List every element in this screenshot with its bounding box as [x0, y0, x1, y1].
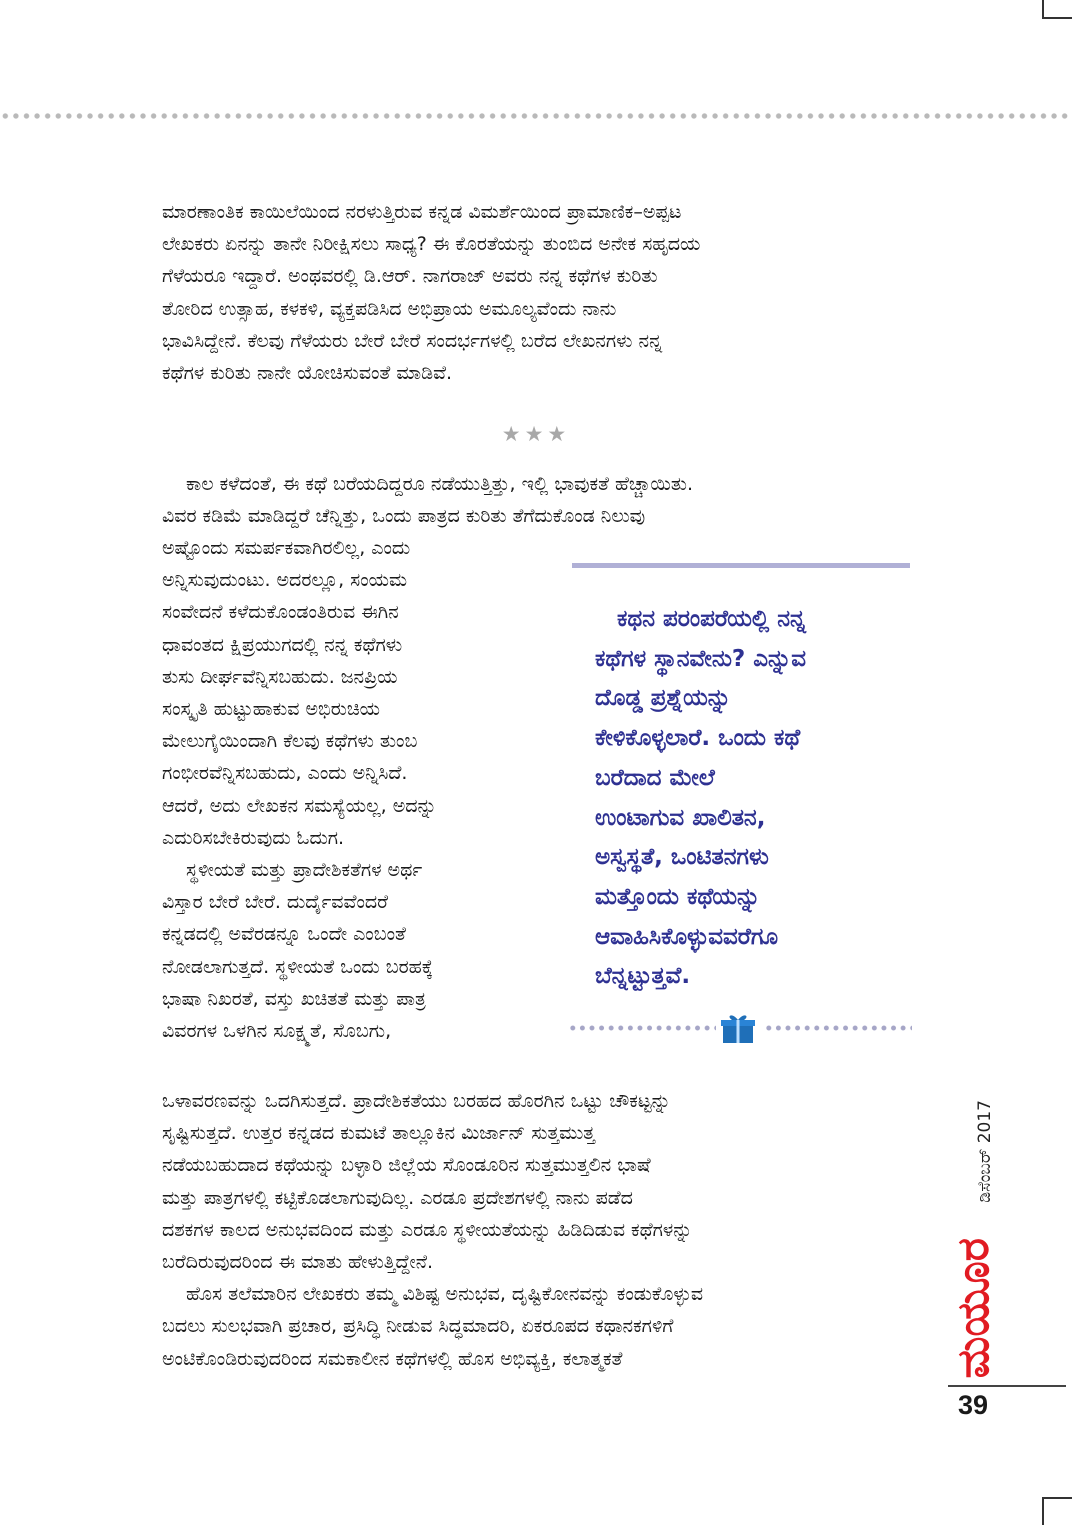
page-number: 39 — [958, 1390, 989, 1420]
text-line: ಭಾಷಾ ನಿಖರತೆ, ವಸ್ತು ಖಚಿತತೆ ಮತ್ತು ಪಾತ್ರ — [162, 987, 426, 1010]
text-line: ಸಂವೇದನೆ ಕಳೆದುಕೊಂಡಂತಿರುವ ಈಗಿನ — [162, 601, 399, 624]
section-separator-stars: ★★★ — [501, 422, 571, 446]
pullquote-line: ದೊಡ್ಡ ಪ್ರಶ್ನೆಯನ್ನು — [595, 685, 731, 712]
text-line: ಲೇಖಕರು ಏನನ್ನು ತಾನೇ ನಿರೀಕ್ಷಿಸಲು ಸಾಧ್ಯ? ಈ ಕೊರತೆಯನ್ನು ತುಂಬಿದ ಅನೇಕ ಸಹೃದಯ — [162, 233, 701, 256]
text-line: ಕಥೆಗಳ ಕುರಿತು ನಾನೇ ಯೋಚಿಸುವಂತೆ ಮಾಡಿವೆ. — [162, 362, 453, 385]
header-dot-rule — [0, 112, 1072, 120]
text-line: ತುಸು ದೀರ್ಘವೆನ್ನಿಸಬಹುದು. ಜನಪ್ರಿಯ — [162, 665, 398, 688]
paragraph-1 — [162, 196, 700, 389]
text-line: ದಶಕಗಳ ಕಾಲದ ಅನುಭವದಿಂದ ಮತ್ತು ಎರಡೂ ಸ್ಥಳೀಯತೆಯನ್ನು ಹಿಡಿದಿಡುವ ಕಥೆಗಳನ್ನು — [162, 1218, 693, 1241]
text-line: ಸಂಸ್ಕೃತಿ ಹುಟ್ಟುಹಾಕುವ ಅಭಿರುಚಿಯ — [162, 698, 380, 721]
paragraph-2 — [162, 468, 693, 532]
pullquote-line: ಕೇಳಿಕೊಳ್ಳಲಾರೆ. ಒಂದು ಕಥೆ — [595, 725, 801, 752]
pullquote — [595, 600, 915, 997]
text-line: ಹೊಸ ತಲೆಮಾರಿನ ಲೇಖಕರು ತಮ್ಮ ವಿಶಿಷ್ಟ ಅನುಭವ, ದೃಷ್ಟಿಕೋನವನ್ನು ಕಂಡುಕೊಳ್ಳುವ — [186, 1283, 704, 1306]
text-line: ಎದುರಿಸಬೇಕಿರುವುದು ಓದುಗ. — [162, 826, 345, 849]
pullquote-dot-rule-right — [764, 1024, 912, 1032]
text-line: ಒಳಾವರಣವನ್ನು ಒದಗಿಸುತ್ತದೆ. ಪ್ರಾದೇಶಿಕತೆಯು ಬರಹದ ಹೊರಗಿನ ಒಟ್ಟು ಚೌಕಟ್ಟನ್ನು — [162, 1090, 671, 1112]
folio-rule — [948, 1385, 1066, 1387]
text-line: ಅನ್ನಿಸುವುದುಂಟು. ಅದರಲ್ಲೂ, ಸಂಯಮ — [162, 569, 408, 592]
crop-mark-bottom-right-h — [1042, 1497, 1072, 1499]
text-line: ಮತ್ತು ಪಾತ್ರಗಳಲ್ಲಿ ಕಟ್ಟಿಕೊಡಲಾಗುವುದಿಲ್ಲ. ಎರಡೂ ಪ್ರದೇಶಗಳಲ್ಲಿ ನಾನು ಪಡೆದ — [162, 1186, 633, 1209]
text-line: ಅಷ್ಟೊಂದು ಸಮರ್ಪಕವಾಗಿರಲಿಲ್ಲ, ಎಂದು — [162, 537, 411, 559]
pullquote-line: ಉಂಟಾಗುವ ಖಾಲಿತನ, — [595, 804, 766, 831]
text-line: ಧಾವಂತದ ಕ್ಷಿಪ್ರಯುಗದಲ್ಲಿ ನನ್ನ ಕಥೆಗಳು — [162, 633, 403, 656]
crop-mark-bottom-right-v — [1042, 1497, 1044, 1525]
pullquote-line: ಅಸ್ವಸ್ಥತೆ, ಒಂಟಿತನಗಳು — [595, 844, 769, 871]
pullquote-dot-rule-left — [568, 1024, 716, 1032]
pullquote-line: ಮತ್ತೊಂದು ಕಥೆಯನ್ನು — [595, 883, 761, 910]
crop-mark-top-right-v — [1042, 0, 1044, 18]
pullquote-top-rule — [572, 563, 910, 568]
text-line: ಬರೆದಿರುವುದರಿಂದ ಈ ಮಾತು ಹೇಳುತ್ತಿದ್ದೇನೆ. — [162, 1251, 434, 1274]
text-line: ತೋರಿದ ಉತ್ಸಾಹ, ಕಳಕಳಿ, ವ್ಯಕ್ತಪಡಿಸಿದ ಅಭಿಪ್ರಾಯ ಅಮೂಲ್ಯವೆಂದು ನಾನು — [162, 297, 617, 320]
pullquote-line: ಬೆನ್ನಟ್ಟುತ್ತವೆ. — [595, 963, 691, 990]
text-line: ಬದಲು ಸುಲಭವಾಗಿ ಪ್ರಚಾರ, ಪ್ರಸಿದ್ಧಿ ನೀಡುವ ಸಿದ್ಧಮಾದರಿ, ಏಕರೂಪದ ಕಥಾನಕಗಳಿಗೆ — [162, 1315, 674, 1338]
pullquote-line: ಆವಾಹಿಸಿಕೊಳ್ಳುವವರೆಗೂ — [595, 923, 779, 950]
text-line: ಕನ್ನಡದಲ್ಲಿ ಅವೆರಡನ್ನೂ ಒಂದೇ ಎಂಬಂತೆ — [162, 923, 406, 946]
text-line: ಮೇಲುಗೈಯಿಂದಾಗಿ ಕೆಲವು ಕಥೆಗಳು ತುಂಬ — [162, 730, 418, 753]
text-line: ಅಂಟಿಕೊಂಡಿರುವುದರಿಂದ ಸಮಕಾಲೀನ ಕಥೆಗಳಲ್ಲಿ ಹೊಸ ಅಭಿವ್ಯಕ್ತಿ, ಕಲಾತ್ಮಕತೆ — [162, 1347, 623, 1370]
pullquote-line: ಕಥನ ಪರಂಪರೆಯಲ್ಲಿ ನನ್ನ — [617, 606, 806, 632]
text-line: ಸ್ಥಳೀಯತೆ ಮತ್ತು ಪ್ರಾದೇಶಿಕತೆಗಳ ಅರ್ಥ — [186, 859, 423, 882]
text-line: ಸೃಷ್ಟಿಸುತ್ತದೆ. ಉತ್ತರ ಕನ್ನಡದ ಕುಮಟೆ ತಾಲ್ಲೂಕಿನ ಮಿರ್ಜಾನ್ ಸುತ್ತಮುತ್ತ — [162, 1122, 595, 1145]
text-line: ಮಾರಣಾಂತಿಕ ಕಾಯಿಲೆಯಿಂದ ನರಳುತ್ತಿರುವ ಕನ್ನಡ ವಿಮರ್ಶೆಯಿಂದ ಪ್ರಾಮಾಣಿಕ–ಅಪ್ಪಟ — [162, 201, 682, 223]
pullquote-line: ಬರೆದಾದ ಮೇಲೆ — [595, 764, 715, 791]
gift-icon — [720, 1012, 756, 1044]
text-line: ನೋಡಲಾಗುತ್ತದೆ. ಸ್ಥಳೀಯತೆ ಒಂದು ಬರಹಕ್ಕೆ — [162, 955, 433, 978]
crop-mark-top-right-h — [1042, 17, 1072, 19]
text-line: ನಡೆಯಬಹುದಾದ ಕಥೆಯನ್ನು ಬಳ್ಳಾರಿ ಜಿಲ್ಲೆಯ ಸೊಂಡೂರಿನ ಸುತ್ತಮುತ್ತಲಿನ ಭಾಷೆ — [162, 1154, 651, 1177]
text-line: ವಿವರಗಳ ಒಳಗಿನ ಸೂಕ್ಷ್ಮತೆ, ಸೊಬಗು, — [162, 1020, 392, 1043]
column-text — [162, 532, 437, 1047]
text-line: ಗಂಭೀರವೆನ್ನಿಸಬಹುದು, ಎಂದು ಅನ್ನಿಸಿದೆ. — [162, 762, 408, 785]
magazine-logo: ಮಯೂರ — [948, 1238, 999, 1379]
text-line: ವಿಸ್ತಾರ ಬೇರೆ ಬೇರೆ. ದುರ್ದೈವವೆಂದರೆ — [162, 891, 388, 914]
text-line: ಕಾಲ ಕಳೆದಂತೆ, ಈ ಕಥೆ ಬರೆಯದಿದ್ದರೂ ನಡೆಯುತ್ತಿತ್ತು, ಇಲ್ಲಿ ಭಾವುಕತೆ ಹೆಚ್ಚಾಯಿತು. — [186, 473, 693, 495]
text-line: ವಿವರ ಕಡಿಮೆ ಮಾಡಿದ್ದರೆ ಚೆನ್ನಿತ್ತು, ಒಂದು ಪಾತ್ರದ ಕುರಿತು ತೆಗೆದುಕೊಂಡ ನಿಲುವು — [162, 505, 646, 528]
issue-date: ಡಿಸೆಂಬರ್ 2017 — [975, 1100, 995, 1203]
text-line: ಆದರೆ, ಅದು ಲೇಖಕನ ಸಮಸ್ಯೆಯಲ್ಲ, ಅದನ್ನು — [162, 794, 437, 817]
paragraph-3 — [162, 1085, 703, 1375]
text-line: ಭಾವಿಸಿದ್ದೇನೆ. ಕೆಲವು ಗೆಳೆಯರು ಬೇರೆ ಬೇರೆ ಸಂದರ್ಭಗಳಲ್ಲಿ ಬರೆದ ಲೇಖನಗಳು ನನ್ನ — [162, 329, 663, 352]
pullquote-line: ಕಥೆಗಳ ಸ್ಥಾನವೇನು? ಎನ್ನುವ — [595, 645, 807, 672]
text-line: ಗೆಳೆಯರೂ ಇದ್ದಾರೆ. ಅಂಥವರಲ್ಲಿ ಡಿ.ಆರ್. ನಾಗರಾಜ್ ಅವರು ನನ್ನ ಕಥೆಗಳ ಕುರಿತು — [162, 265, 658, 288]
